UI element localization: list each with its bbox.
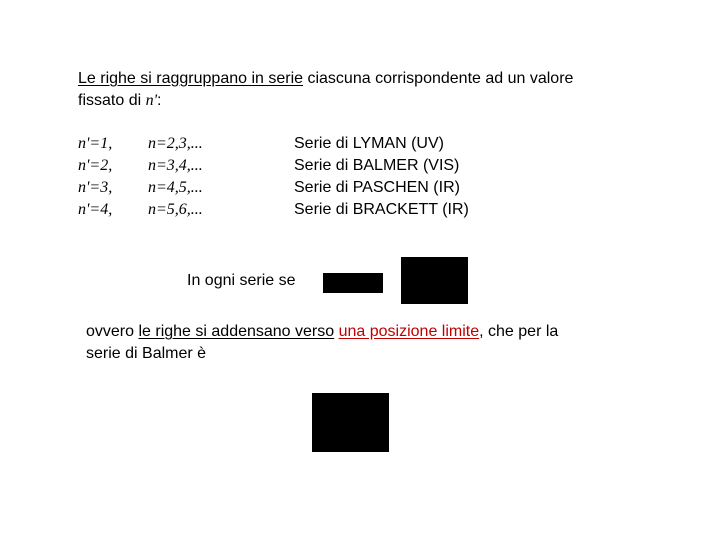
note-text: In ogni serie se	[187, 272, 296, 289]
intro-underlined: Le righe si raggruppano in serie	[78, 70, 304, 87]
conclusion-prefix: ovvero	[86, 323, 139, 340]
intro-rest: ciascuna corrispondente ad un valore	[303, 70, 574, 87]
intro-variable: n'	[145, 92, 158, 109]
intro-paragraph	[78, 68, 678, 112]
intro-line2-suffix: :	[157, 92, 162, 109]
conclusion-suffix: , che per la	[479, 323, 559, 340]
series-name: Serie di PASCHEN (IR)	[294, 179, 460, 196]
formula-image	[401, 257, 468, 304]
n-prime-column	[78, 133, 112, 221]
n-prime-value: n'=1,	[78, 135, 113, 152]
n-values: n=5,6,...	[148, 201, 203, 218]
n-values: n=4,5,...	[148, 179, 203, 196]
conclusion-paragraph	[86, 321, 686, 365]
intro-line2-prefix: fissato di	[78, 92, 146, 109]
series-names-column	[294, 133, 469, 221]
formula-image	[323, 273, 383, 293]
n-values-column	[148, 133, 203, 221]
n-values: n=3,4,...	[148, 157, 203, 174]
n-values: n=2,3,...	[148, 135, 203, 152]
conclusion-line2: serie di Balmer è	[86, 345, 207, 362]
series-name: Serie di BRACKETT (IR)	[294, 201, 469, 218]
n-prime-value: n'=3,	[78, 179, 113, 196]
n-prime-value: n'=2,	[78, 157, 113, 174]
formula-image	[312, 393, 389, 452]
n-prime-value: n'=4,	[78, 201, 113, 218]
series-name: Serie di BALMER (VIS)	[294, 157, 460, 174]
conclusion-underlined: le righe si addensano verso	[138, 323, 335, 340]
series-name: Serie di LYMAN (UV)	[294, 135, 444, 152]
limit-position-highlight: una posizione limite	[338, 323, 480, 340]
